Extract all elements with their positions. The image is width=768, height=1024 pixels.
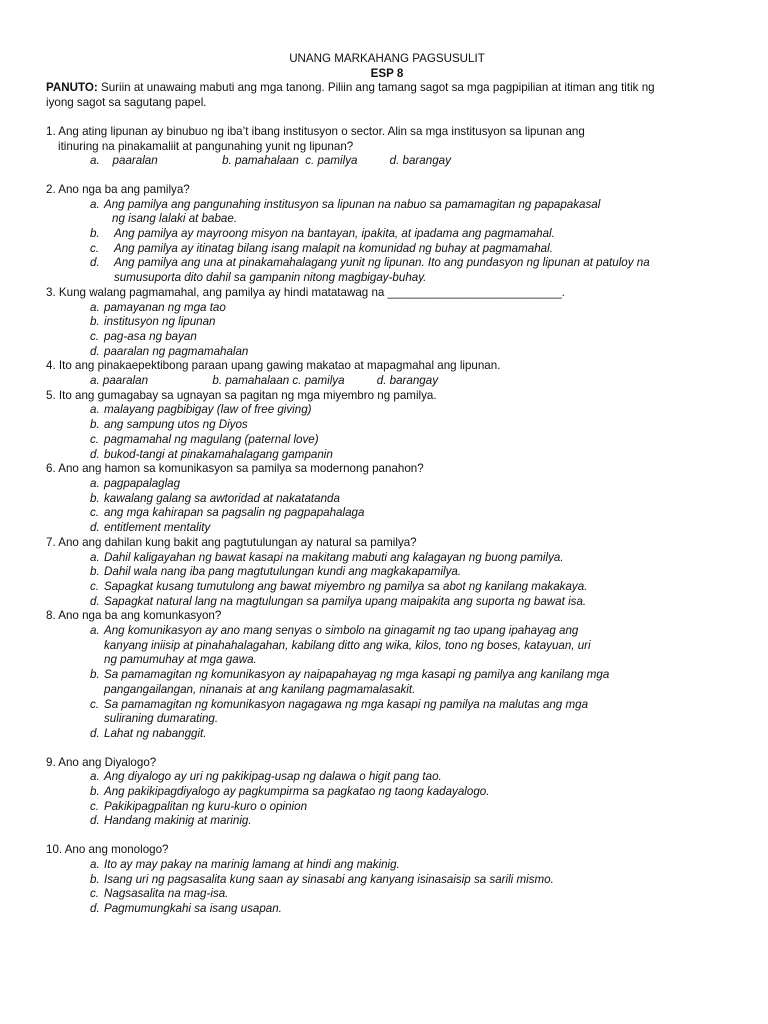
option-b: b. Isang uri ng pagsasalita kung saan ay sinasabi ang kanyang isinasaisip sa sarili mismo.	[90, 872, 554, 886]
question-10	[46, 843, 728, 917]
question-3	[46, 286, 728, 360]
spacer	[46, 742, 728, 756]
option-b: b. Sa pamamagitan ng komunikasyon ay naipapahayag ng mga kasapi ng pamilya ang kanilang mga pangangailangan, ninanais at ang kanilang pagmamalasakit.	[90, 668, 610, 696]
question-text: 4. Ito ang pinakaepektibong paraan upang gawing makatao at mapagmahal ang lipunan.	[46, 359, 501, 373]
option-b: b. kawalang galang sa awtoridad at nakatatanda	[90, 491, 340, 505]
option-c: c. ang mga kahirapan sa pagsalin ng pagpapahalaga	[90, 506, 365, 520]
question-text: 9. Ano ang Diyalogo?	[46, 755, 157, 769]
instructions	[46, 81, 728, 110]
option-c: c. pag-asa ng bayan	[90, 329, 197, 343]
question-text: 3. Kung walang pagmamahal, ang pamilya ay hindi matatawag na ___________________________.	[46, 285, 565, 299]
option-a: a. Dahil kaligayahan ng bawat kasapi na makitang mabuti ang kalagayan ng buong pamilya.	[90, 550, 564, 564]
question-options-inline: a. paaralan b. pamahalaan c. pamilya d. barangay	[90, 154, 451, 168]
question-text: 8. Ano nga ba ang komunkasyon?	[46, 609, 222, 623]
option-b: b. Ang pakikipagdiyalogo ay pagkumpirma sa pagkatao ng taong kadayalogo.	[90, 785, 490, 799]
question-text: 2. Ano nga ba ang pamilya?	[46, 182, 190, 196]
option-c: c. Ang pamilya ay itinatag bilang isang malapit na komunidad ng buhay at pagmamahal.	[90, 241, 553, 255]
option-d: d. bukod-tangi at pinakamahalagang gampanin	[90, 447, 333, 461]
option-d: d. paaralan ng pagmamahalan	[90, 344, 249, 358]
option-a: a. Ang pamilya ang pangunahing institusyon sa lipunan na nabuo sa pamamagitan ng papapakasal ng isang lalaki at babae.	[90, 197, 601, 226]
question-text: 7. Ano ang dahilan kung bakit ang pagtutulungan ay natural sa pamilya?	[46, 535, 417, 549]
option-c: c. Sa pamamagitan ng komunikasyon nagagawa ng mga kasapi ng pamilya na malutas ang mga suliraning dumarating.	[90, 697, 589, 726]
option-d: d. Ang pamilya ang una at pinakamahalagang yunit ng lipunan. Ito ang pundasyon ng lipunan at patuloy na sumusuporta dito dahil sa gampanin nitong magbigay-buhay.	[90, 256, 650, 285]
question-text: 6. Ano ang hamon sa komunikasyon sa pamilya sa modernong panahon?	[46, 462, 424, 476]
option-b: b. Dahil wala nang iba pang magtutulungan kundi ang magkakapamilya.	[90, 565, 462, 579]
question-text: 1. Ang ating lipunan ay binubuo ng iba’t ibang institusyon o sector. Alin sa mga institusyon sa lipunan ang itinuring na pinakamaliit at pangunahing yunit ng lipunan?	[46, 124, 585, 153]
question-text: 10. Ano ang monologo?	[46, 843, 169, 857]
option-b: b. ang sampung utos ng Diyos	[90, 418, 248, 432]
question-1	[46, 125, 728, 169]
question-8	[46, 609, 728, 741]
option-b: b. Ang pamilya ay mayroong misyon na bantayan, ipakita, at ipadama ang pagmamahal.	[90, 227, 555, 241]
instructions-label: PANUTO:	[46, 81, 98, 95]
spacer	[46, 111, 728, 125]
instructions-text-2: iyong sagot sa sagutang papel.	[46, 96, 207, 110]
instructions-text: Suriin at unawaing mabuti ang mga tanong. Piliin ang tamang sagot sa mga pagpipilian at itiman ang titik ng	[97, 81, 655, 95]
question-options-inline: a. paaralan b. pamahalaan c. pamilya d. barangay	[90, 374, 438, 388]
option-c: c. Pakikipagpalitan ng kuru-kuro o opinion	[90, 799, 308, 813]
option-a: a. pamayanan ng mga tao	[90, 300, 226, 314]
question-4	[46, 359, 728, 388]
option-d: d. Lahat ng nabanggit.	[90, 726, 207, 740]
question-2	[46, 183, 728, 286]
option-b: b. institusyon ng lipunan	[90, 315, 216, 329]
question-6	[46, 462, 728, 536]
option-a: a. Ang komunikasyon ay ano mang senyas o simbolo na ginagamit ng tao upang ipahayag ang kanyang iniisip at pinahahalagahan, kabilang ditto ang wika, kilos, tono ng boses, katayuan, uri ng pamumuhay at mga gawa.	[90, 624, 591, 667]
option-a: a. pagpapalaglag	[90, 476, 181, 490]
spacer	[46, 169, 728, 183]
option-a: a. Ang diyalogo ay uri ng pakikipag-usap ng dalawa o higit pang tao.	[90, 770, 442, 784]
question-7	[46, 536, 728, 610]
option-c: c. Sapagkat kusang tumutulong ang bawat miyembro ng pamilya sa abot ng kanilang makakaya.	[90, 579, 588, 593]
option-d: d. Pagmumungkahi sa isang usapan.	[90, 901, 282, 915]
option-a: a. malayang pagbibigay (law of free giving)	[90, 403, 312, 417]
exam-title: UNANG MARKAHANG PAGSUSULIT	[289, 52, 485, 65]
option-c: c. Nagsasalita na mag-isa.	[90, 887, 229, 901]
question-9	[46, 756, 728, 830]
spacer	[46, 829, 728, 843]
option-d: d. Sapagkat natural lang na magtulungan sa pamilya upang maipakita ang suporta ng bawat isa.	[90, 594, 587, 608]
question-text: 5. Ito ang gumagabay sa ugnayan sa pagitan ng mga miyembro ng pamilya.	[46, 388, 437, 402]
option-a: a. Ito ay may pakay na marinig lamang at hindi ang makinig.	[90, 857, 400, 871]
option-c: c. pagmamahal ng magulang (paternal love)	[90, 432, 319, 446]
exam-subject: ESP 8	[370, 66, 404, 80]
question-5	[46, 389, 728, 463]
option-d: d. entitlement mentality	[90, 521, 211, 535]
option-d: d. Handang makinig at marinig.	[90, 814, 252, 828]
